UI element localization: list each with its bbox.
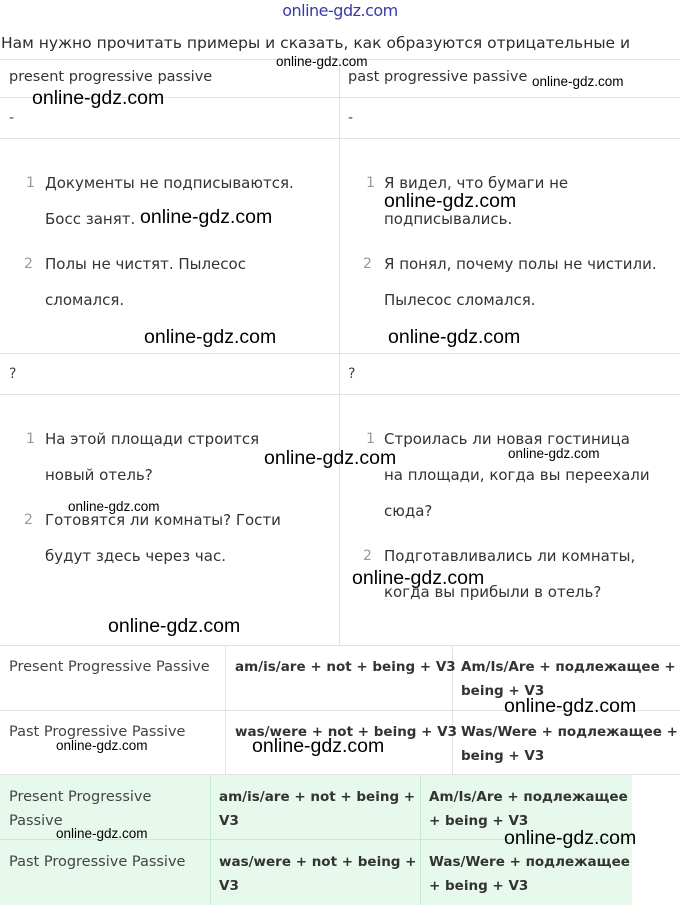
watermark: online-gdz.com (384, 190, 517, 212)
question-formula: being + V3 (461, 748, 545, 764)
list-number: 1 (366, 431, 375, 447)
example-line: На этой площади строится (45, 430, 260, 448)
tense-cell: Past Progressive Passive (9, 854, 186, 870)
watermark: online-gdz.com (276, 54, 368, 69)
example-line: сломался. (45, 291, 125, 309)
list-number: 1 (26, 175, 35, 191)
watermark: online-gdz.com (508, 446, 600, 461)
example-line: Подготавливались ли комнаты, (384, 547, 636, 565)
example-line: подписывались. (384, 210, 513, 228)
watermark: online-gdz.com (532, 74, 624, 89)
list-number: 2 (24, 512, 33, 528)
example-line: Босс занят. (45, 210, 136, 228)
list-number: 2 (363, 548, 372, 564)
list-number: 1 (366, 175, 375, 191)
example-line: Полы не чистят. Пылесос (45, 255, 246, 273)
negative-formula: V3 (219, 878, 239, 894)
question-formula: Was/Were + подлежащее (429, 854, 630, 870)
question-formula: Am/Is/Are + подлежащее (429, 789, 628, 805)
watermark: online-gdz.com (264, 447, 397, 469)
watermark: online-gdz.com (352, 567, 485, 589)
header-present-progressive-passive: present progressive passive (9, 69, 213, 85)
example-line: Я понял, почему полы не чистили. (384, 255, 657, 273)
tense-cell: Passive (9, 813, 63, 829)
question-formula: Was/Were + подлежащее + (461, 724, 678, 740)
list-number: 2 (363, 256, 372, 272)
tense-cell: Present Progressive (9, 789, 152, 805)
example-line: Пылесос сломался. (384, 291, 536, 309)
list-number: 2 (24, 256, 33, 272)
tense-cell: Present Progressive Passive (9, 659, 210, 675)
intro-text: Нам нужно прочитать примеры и сказать, как образуются отрицательные и (1, 34, 631, 52)
watermark: online-gdz.com (56, 738, 148, 753)
question-formula: Am/Is/Are + подлежащее + (461, 659, 676, 675)
watermark: online-gdz.com (108, 615, 241, 637)
tense-cell: Past Progressive Passive (9, 724, 186, 740)
negative-symbol: - (348, 110, 354, 126)
example-line: Строилась ли новая гостиница (384, 430, 630, 448)
negative-formula: was/were + not + being + (219, 854, 417, 870)
watermark: online-gdz.com (252, 735, 385, 757)
watermark: online-gdz.com (388, 326, 521, 348)
example-line: сюда? (384, 502, 433, 520)
watermark: online-gdz.com (504, 827, 637, 849)
watermark: online-gdz.com (140, 206, 273, 228)
negative-formula: am/is/are + not + being + V3 (235, 659, 456, 675)
negative-symbol: - (9, 110, 15, 126)
example-line: на площади, когда вы переехали (384, 466, 650, 484)
example-line: Я видел, что бумаги не (384, 174, 569, 192)
negative-formula: am/is/are + not + being + (219, 789, 416, 805)
example-line: когда вы прибыли в отель? (384, 583, 602, 601)
header-past-progressive-passive: past progressive passive (348, 69, 528, 85)
negative-formula: was/were + not + being + V3 (235, 724, 458, 740)
negative-formula: V3 (219, 813, 239, 829)
example-line: новый отель? (45, 466, 153, 484)
question-formula: + being + V3 (429, 878, 529, 894)
question-formula: being + V3 (461, 683, 545, 699)
question-formula: + being + V3 (429, 813, 529, 829)
watermark: online-gdz.com (56, 826, 148, 841)
watermark: online-gdz.com (144, 326, 277, 348)
watermark: online-gdz.com (504, 695, 637, 717)
example-line: будут здесь через час. (45, 547, 226, 565)
site-logo: online-gdz.com (282, 1, 398, 20)
list-number: 1 (26, 431, 35, 447)
example-line: Документы не подписываются. (45, 174, 294, 192)
watermark: online-gdz.com (32, 87, 165, 109)
watermark: online-gdz.com (68, 499, 160, 514)
question-symbol: ? (9, 366, 17, 382)
question-symbol: ? (348, 366, 356, 382)
example-line: Готовятся ли комнаты? Гости (45, 511, 281, 529)
